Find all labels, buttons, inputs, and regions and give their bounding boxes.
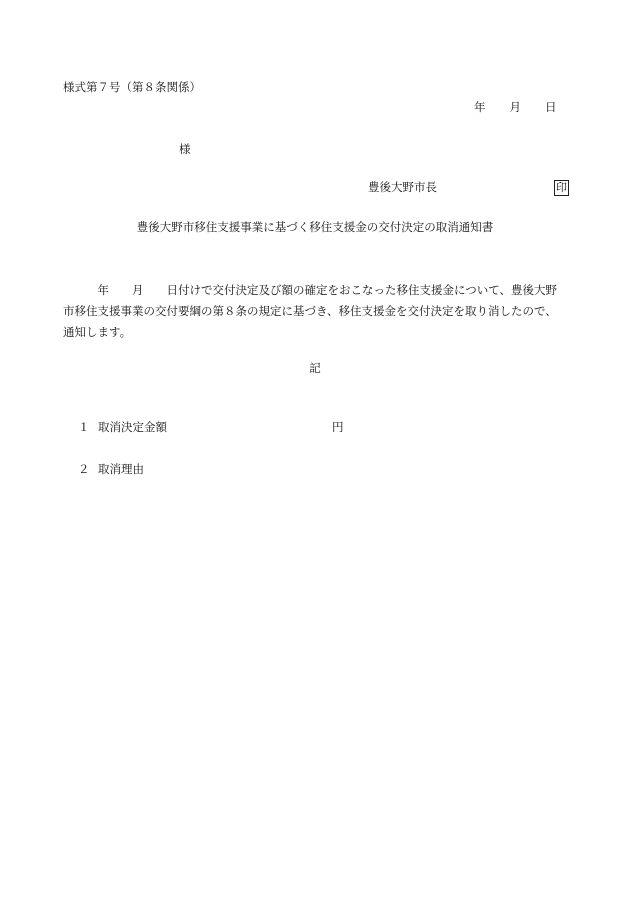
- form-number: 様式第７号（第８条関係）: [63, 80, 201, 94]
- date-day-label: 日: [545, 100, 557, 114]
- item-label: 取消理由: [98, 462, 144, 476]
- body-line-1: 年 月 日付けで交付決定及び額の確定をおこなった移住支援金について、豊後大野: [63, 283, 558, 297]
- amount-unit: 円: [332, 420, 344, 434]
- item-number: ２: [78, 462, 90, 476]
- issuer-name: 豊後大野市長: [368, 180, 437, 194]
- date-month-label: 月: [509, 100, 521, 114]
- body-paragraph: [63, 280, 571, 343]
- item-cancel-reason: [78, 463, 144, 477]
- item-cancel-amount: [78, 421, 167, 435]
- body-line-3: 通知します。: [63, 325, 132, 339]
- date-line: [474, 101, 557, 115]
- addressee-suffix: 様: [179, 142, 191, 156]
- item-number: １: [78, 420, 90, 434]
- body-line-2: 市移住支援事業の交付要綱の第８条の規定に基づき、移住支援金を交付決定を取り消したので、: [63, 304, 557, 318]
- seal-mark: 印: [556, 181, 567, 194]
- date-year-label: 年: [474, 100, 486, 114]
- ki-heading: 記: [309, 361, 321, 375]
- document-title: 豊後大野市移住支援事業に基づく移住支援金の交付決定の取消通知書: [136, 220, 494, 234]
- item-label: 取消決定金額: [98, 420, 167, 434]
